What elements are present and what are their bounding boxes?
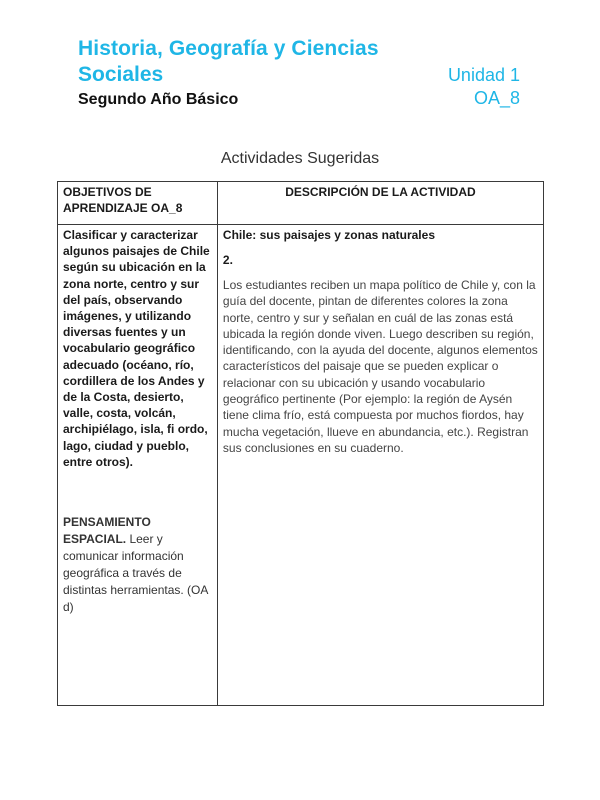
document-header — [78, 36, 520, 110]
section-title: Actividades Sugeridas — [220, 150, 380, 167]
subject-row — [78, 62, 520, 88]
skill-block — [63, 514, 212, 616]
header-description: DESCRIPCIÓN DE LA ACTIVIDAD — [217, 182, 543, 225]
activity-description: Los estudiantes reciben un mapa político de Chile y, con la guía del docente, pintan de diferentes colores la zona norte, centro y sur y señalan en cuál de las zonas está ubicada la región donde viven. Luego describen su región, identificando, con la ayuda del docente, algunos elementos característicos del paisaje que se pueden explicar o relacionar con su ubicación y usando vocabulario geográfico pertinente (Por ejemplo: la región de Aysén tiene clima frío, está compuesta por muchos fiordos, hay mucha vegetación, llueve en abundancia, etc.). Registran sus conclusiones en su cuaderno. — [222, 278, 538, 455]
activity-number: 2. — [222, 253, 233, 267]
header-objectives: OBJETIVOS DE APRENDIZAJE OA_8 — [58, 182, 218, 225]
table-header-row — [58, 182, 544, 225]
activity-cell — [217, 225, 543, 706]
cell-spacer — [63, 470, 212, 514]
subject-title-line1: Historia, Geografía y Ciencias — [78, 37, 379, 60]
grade-label: Segundo Año Básico — [78, 91, 239, 108]
skill-text: Leer y comunicar información geográfica a través de distintas herramientas. (OA d) — [63, 532, 208, 615]
grade-row — [78, 86, 520, 110]
activity-title: Chile: sus paisajes y zonas naturales — [222, 228, 435, 242]
objective-cell — [58, 225, 218, 706]
table-row — [58, 225, 544, 706]
activity-table — [57, 181, 544, 706]
oa-code-label: OA_8 — [473, 88, 520, 108]
unit-label: Unidad 1 — [447, 65, 520, 85]
subject-title-line2: Sociales — [78, 63, 164, 86]
skill-title: PENSAMIENTO ESPACIAL. — [63, 515, 151, 547]
objective-text: Clasificar y caracterizar algunos paisajes de Chile según su ubicación en la zona norte, centro y sur del país, observando imágenes, y utilizando diversas fuentes y un vocabulario geográfico adecuado (océano, río, cordillera de los Andes y de la Costa, desierto, valle, costa, volcán, archipiélago, isla, fi ordo, lago, ciudad y pueblo, entre otros). — [63, 228, 210, 469]
